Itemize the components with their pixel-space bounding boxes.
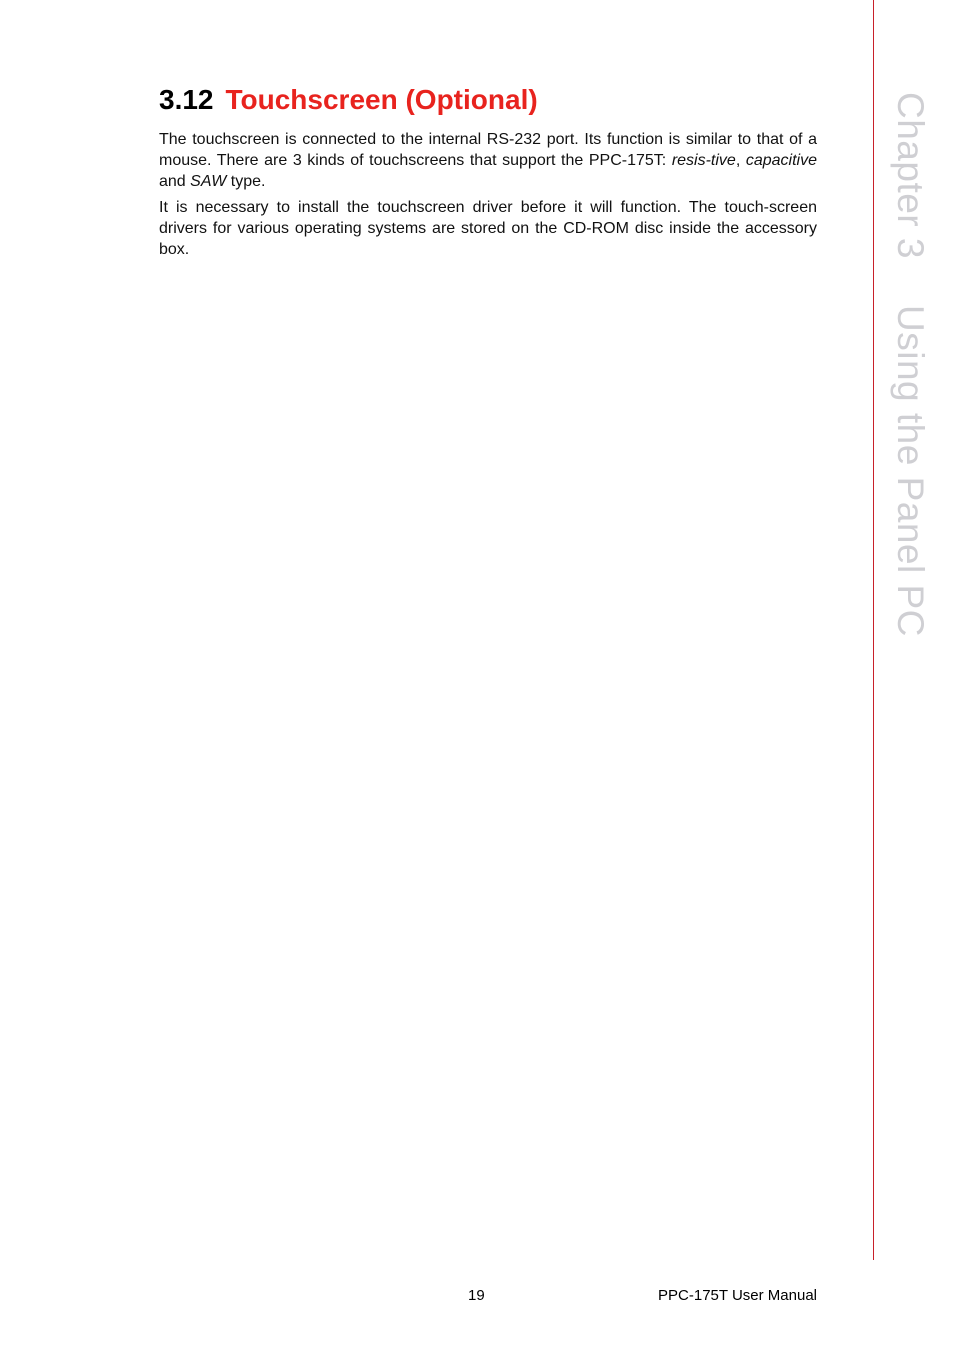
separator: ,: [735, 152, 746, 169]
page-number: 19: [468, 1287, 485, 1304]
section-number: 3.12: [159, 84, 214, 115]
chapter-divider-line: [873, 0, 874, 1260]
section-title: Touchscreen (Optional): [225, 84, 538, 115]
manual-name: PPC-175T User Manual: [658, 1287, 817, 1304]
side-tab-chapter: Chapter 3: [890, 92, 931, 259]
conjunction: and: [159, 173, 191, 190]
paragraph-text: The touchscreen is connected to the internal RS-232 port. Its function is similar to that of a mouse. There are 3 kinds of touchscreens that support the PPC-175T:: [159, 131, 817, 169]
paragraph-driver-install: It is necessary to install the touchscreen driver before it will function. The touch-screen drivers for various operating systems are stored on the CD-ROM disc inside the accessory box.: [159, 199, 817, 258]
paragraph-end: type.: [226, 173, 266, 190]
term-capacitive: capacitive: [745, 152, 818, 169]
paragraph-touchscreen-intro: [159, 129, 817, 192]
side-tab-title: Using the Panel PC: [890, 305, 931, 637]
term-saw: SAW: [190, 173, 227, 190]
term-resistive: resis-tive: [671, 152, 736, 169]
chapter-side-tab: [890, 92, 930, 637]
section-heading: [159, 82, 538, 118]
